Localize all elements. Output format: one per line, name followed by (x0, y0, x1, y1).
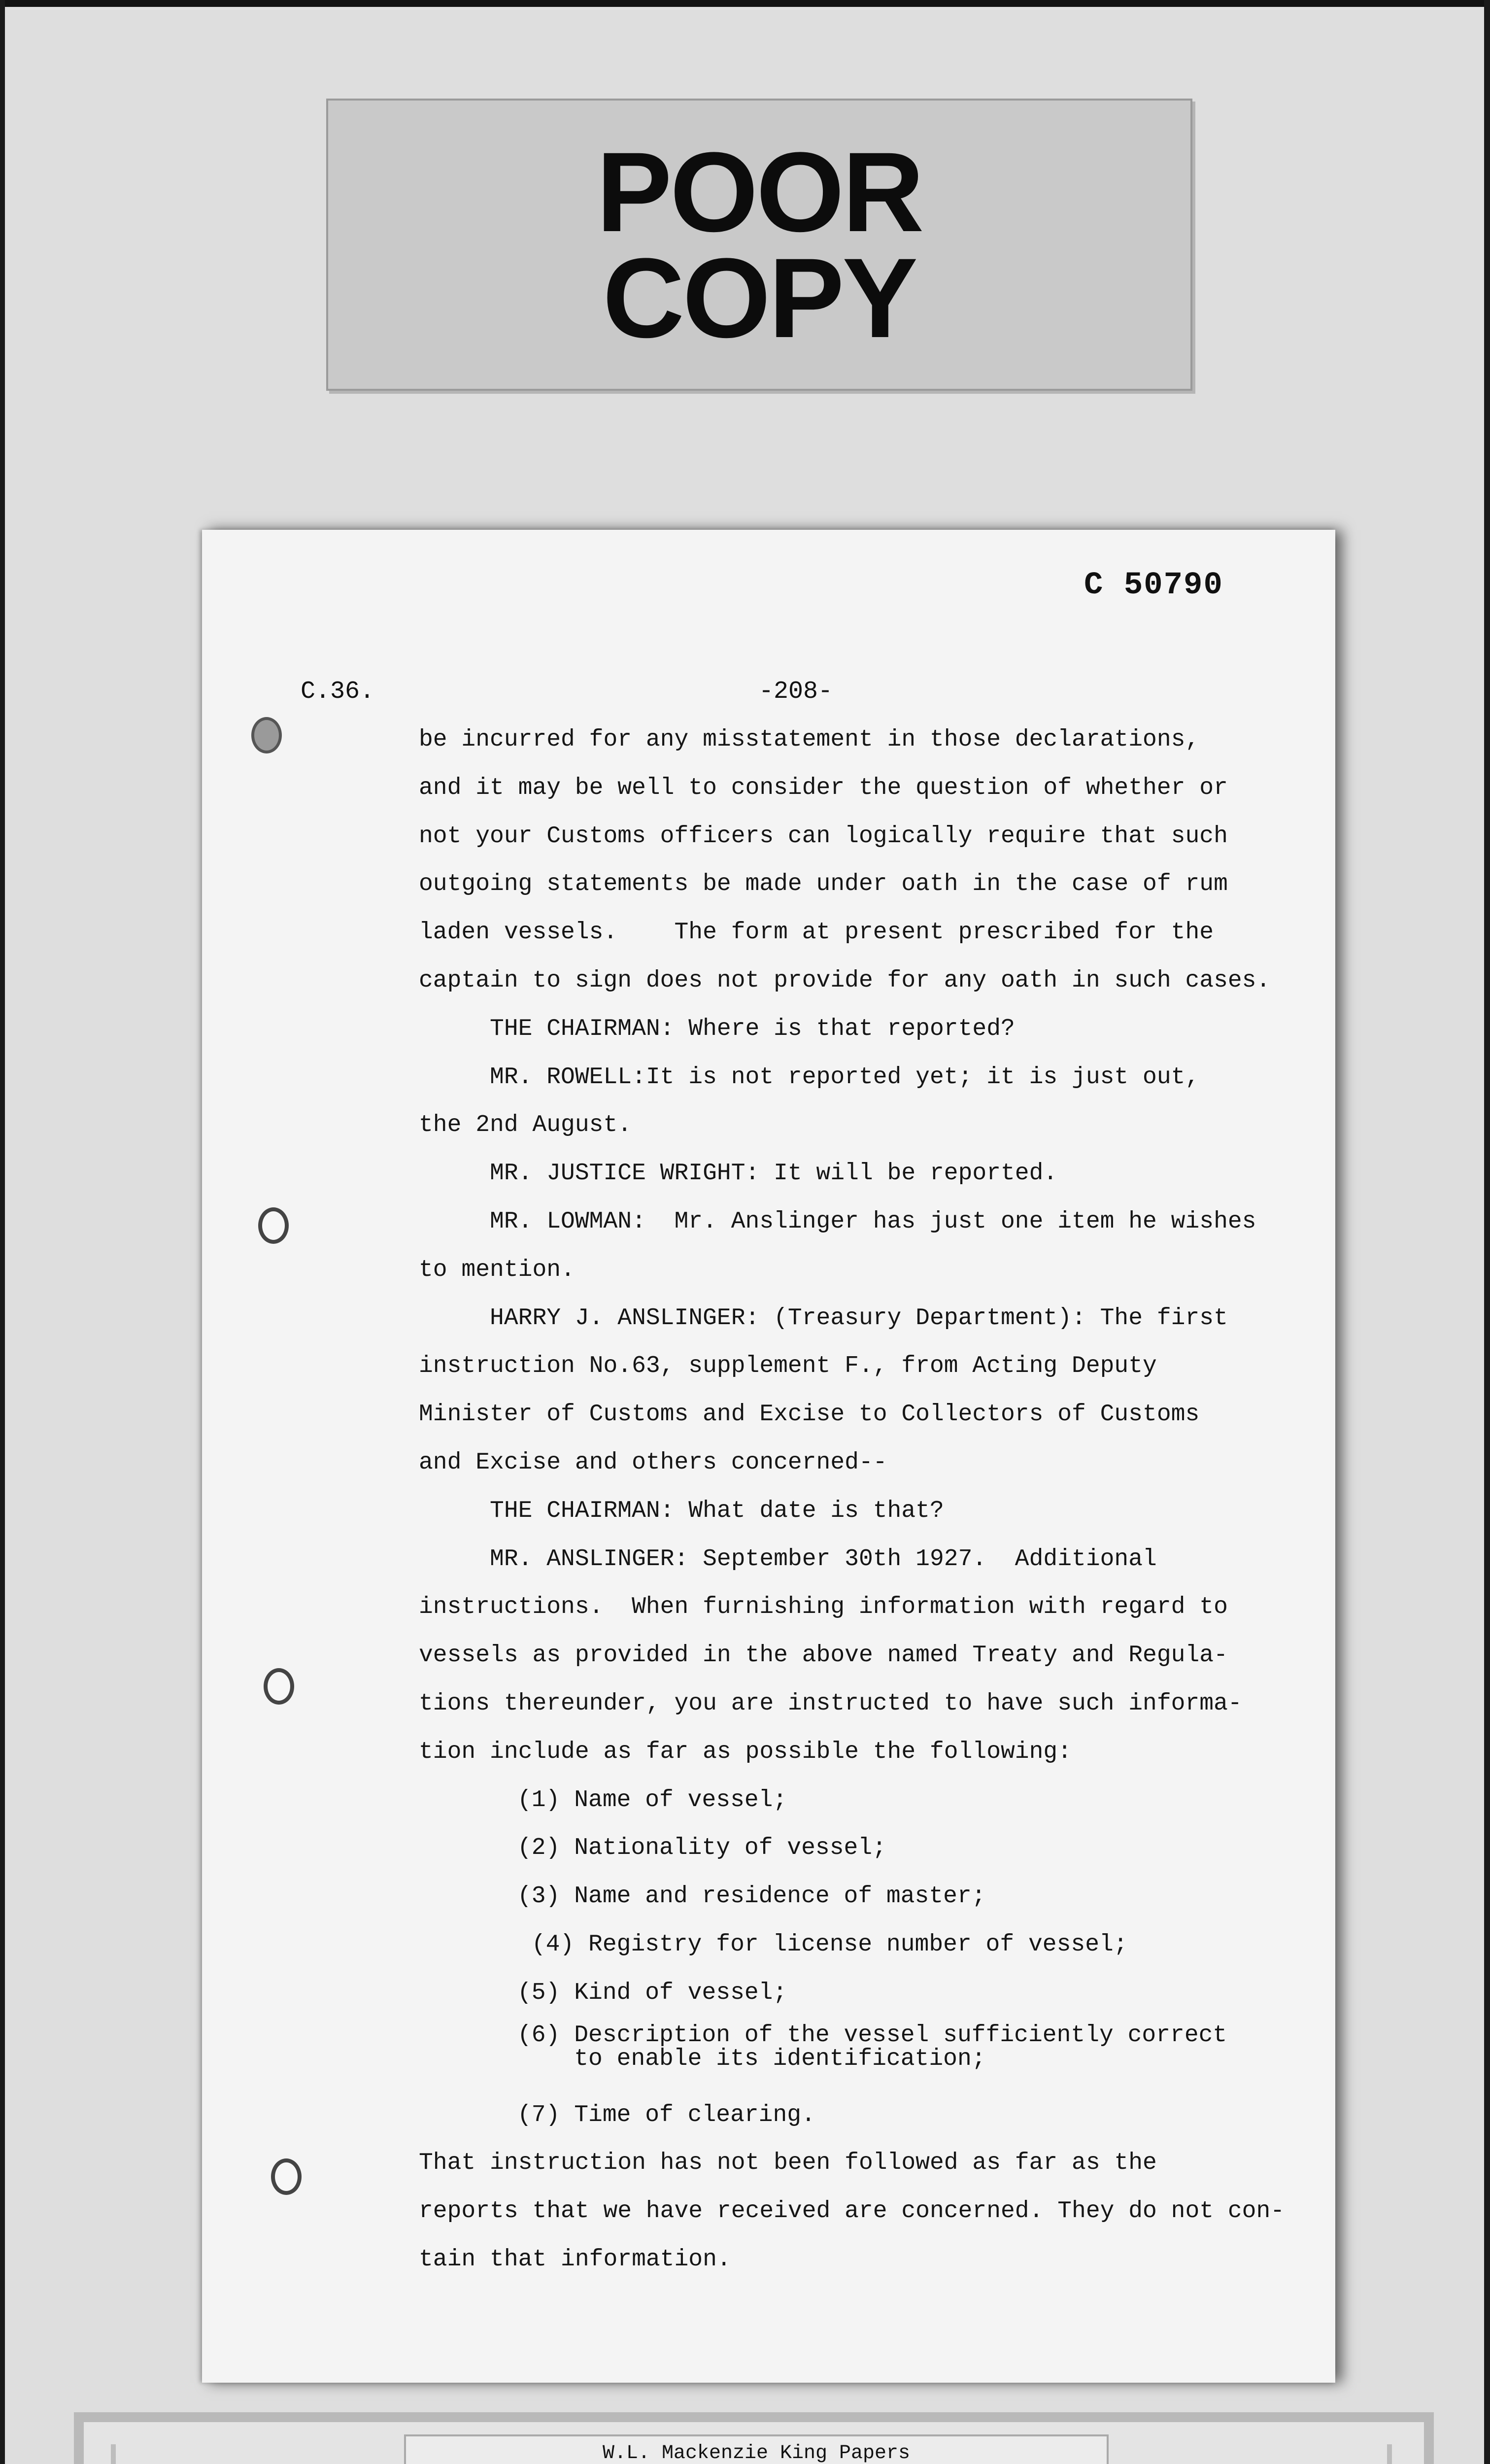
text-line: be incurred for any misstatement in those declarations, (419, 726, 1200, 753)
text-line: instruction No.63, supplement F., from Acting Deputy (419, 1353, 1157, 1380)
film-edge-right (1484, 0, 1490, 2464)
text-line: MR. JUSTICE WRIGHT: It will be reported. (419, 1160, 1058, 1187)
punch-hole-3 (264, 1668, 294, 1705)
text-line: THE CHAIRMAN: Where is that reported? (419, 1015, 1015, 1042)
text-line: instructions. When furnishing information with regard to (419, 1594, 1228, 1621)
text-line: reports that we have received are concerned. They do not con- (419, 2198, 1285, 2225)
document-body (419, 716, 1316, 2284)
punch-hole-4 (271, 2158, 302, 2195)
text-line: not your Customs officers can logically require that such (419, 822, 1228, 850)
text-line: tions thereunder, you are instructed to have such informa- (419, 1690, 1242, 1717)
folio-label: C.36. (301, 678, 375, 706)
text-line: That instruction has not been followed as far as the (419, 2150, 1157, 2177)
text-line: to mention. (419, 1256, 575, 1283)
list-item: (7) Time of clearing. (517, 2101, 815, 2128)
text-line: tion include as far as possible the following: (419, 1738, 1072, 1765)
text-line: tain that information. (419, 2246, 731, 2273)
text-line: the 2nd August. (419, 1112, 632, 1139)
poor-copy-line1: POOR (596, 128, 922, 255)
text-line: laden vessels. The form at present prescribed for the (419, 919, 1214, 946)
list-item: (1) Name of vessel; (517, 1786, 787, 1814)
list-item: (2) Nationality of vessel; (517, 1835, 886, 1862)
text-line: MR. LOWMAN: Mr. Anslinger has just one item he wishes (419, 1208, 1256, 1235)
text-line: MR. ANSLINGER: September 30th 1927. Additional (419, 1545, 1157, 1573)
document-page (202, 530, 1335, 2383)
text-line: Minister of Customs and Excise to Collectors of Customs (419, 1401, 1200, 1428)
text-line: and it may be well to consider the question of whether or (419, 774, 1228, 801)
list-item: (3) Name and residence of master; (517, 1883, 986, 1910)
text-line: HARRY J. ANSLINGER: (Treasury Department): The first (419, 1304, 1228, 1332)
text-line: vessels as provided in the above named Treaty and Regula- (419, 1642, 1228, 1669)
list-item: (4) Registry for license number of vessel; (517, 1931, 1128, 1958)
numbered-list (419, 1777, 1316, 2140)
text-line: THE CHAIRMAN: What date is that? (419, 1497, 944, 1524)
poor-copy-stamp (326, 99, 1192, 391)
film-edge-top (0, 0, 1490, 7)
collection-label (404, 2434, 1109, 2464)
list-item: (6) Description of the vessel sufficiently correct to enable its identification; (517, 2021, 1227, 2072)
punch-hole-2 (258, 1207, 289, 1244)
reference-number: C 50790 (1084, 568, 1223, 603)
film-edge-left (0, 0, 5, 2464)
punch-hole-1 (251, 717, 282, 753)
text-line: outgoing statements be made under oath in the case of rum (419, 871, 1228, 898)
list-item: (5) Kind of vessel; (517, 1979, 787, 2006)
page-number: -208- (759, 678, 833, 706)
text-line: and Excise and others concerned-- (419, 1449, 887, 1476)
poor-copy-line2: COPY (603, 234, 916, 361)
text-line: MR. ROWELL:It is not reported yet; it is just out, (419, 1063, 1200, 1091)
collection-name: W.L. Mackenzie King Papers (602, 2442, 911, 2464)
text-line: captain to sign does not provide for any oath in such cases. (419, 967, 1271, 994)
